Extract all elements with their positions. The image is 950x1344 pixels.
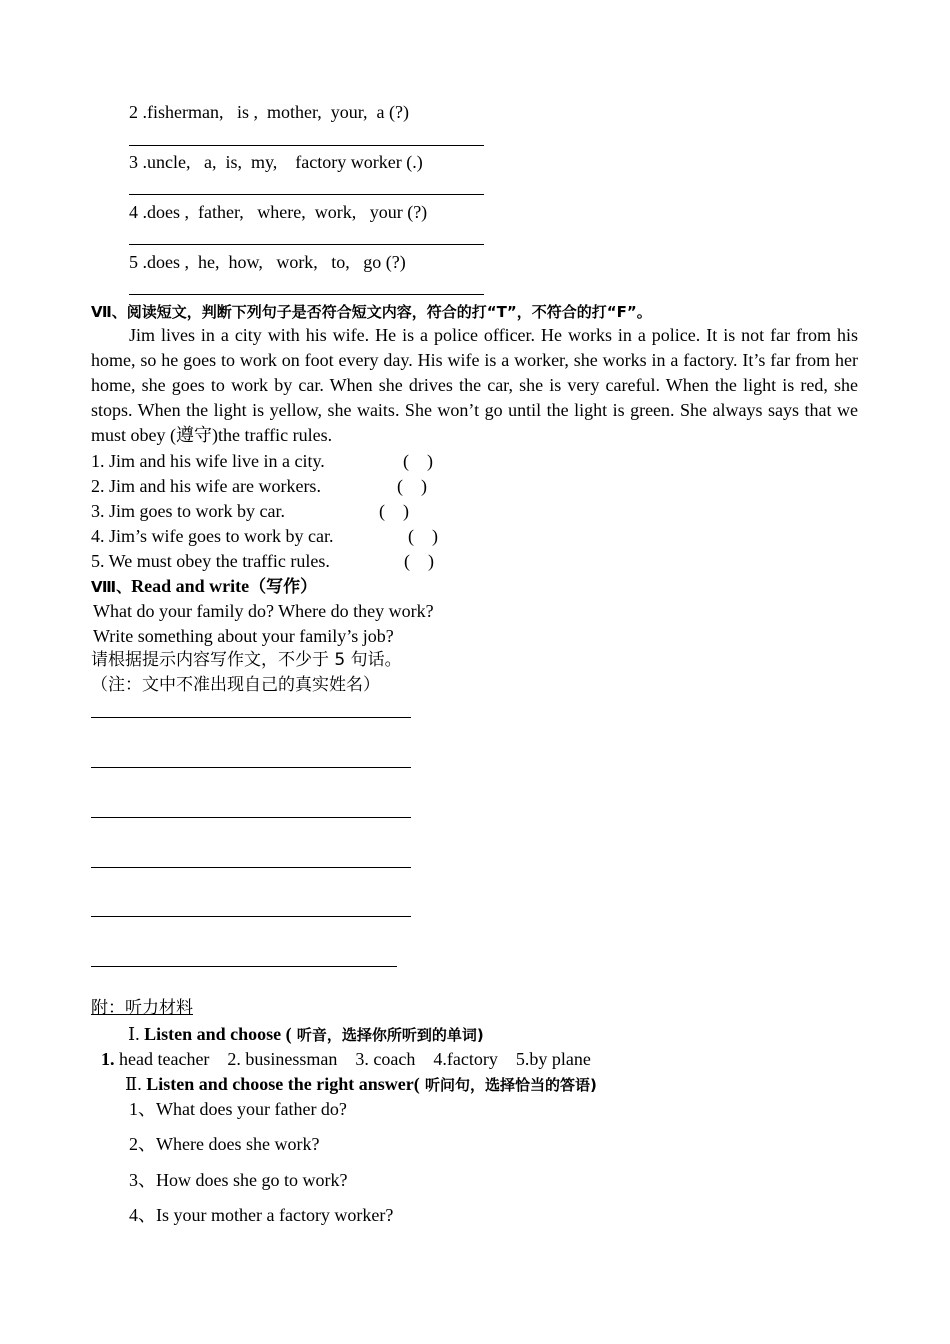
listening-question-1: 1、What does your father do? — [129, 1099, 347, 1119]
tf-answer-blank-3[interactable]: ( ) — [379, 501, 409, 521]
writing-note: （注：文中不准出现自己的真实姓名） — [91, 675, 380, 695]
part1-word-list: head teacher 2. businessman 3. coach 4.factory 5.by plane — [114, 1049, 591, 1069]
ordering-item-2: 2 .fisherman, is , mother, your, a (?) — [129, 102, 409, 122]
tf-answer-blank-4[interactable]: ( ) — [408, 526, 438, 546]
writing-prompt-1: What do your family do? Where do they work? — [93, 601, 434, 621]
tf-question-4: 4. Jim’s wife goes to work by car. — [91, 526, 334, 546]
answer-line — [129, 194, 484, 195]
section8-title-cn: （写作） — [249, 577, 318, 597]
section8-title: Read and write — [131, 576, 250, 596]
ordering-item-5: 5 .does , he, how, work, to, go (?) — [129, 252, 406, 272]
listening-part1-words — [101, 1049, 591, 1069]
writing-instruction: 请根据提示内容写作文，不少于 5 句话。 — [91, 650, 402, 670]
reading-passage: Jim lives in a city with his wife. He is a police officer. He works in a police. It is not far from his home, so he goes to work on foot every day. His wife is a worker, she works in a factory. It’s far from her home, she goes to work by car. When she drives the car, she is very careful. When the light is red, she stops. When the light is yellow, she waits. She won’t go until the light is green. She always says that we must obey (遵守)the traffic rules. — [91, 325, 858, 445]
listening-question-2: 2、Where does she work? — [129, 1134, 320, 1154]
listening-part2-heading — [125, 1074, 597, 1095]
part1-numeral: Ⅰ. — [128, 1024, 145, 1044]
writing-line — [91, 867, 411, 868]
part2-title-cn: 听问句，选择恰当的答语) — [419, 1076, 597, 1094]
tf-question-3: 3. Jim goes to work by car. — [91, 501, 285, 521]
writing-line — [91, 966, 397, 967]
listening-question-3: 3、How does she go to work? — [129, 1170, 348, 1190]
part1-title-cn: 听音，选择你所听到的单词) — [291, 1026, 484, 1044]
writing-line — [91, 717, 411, 718]
writing-line — [91, 817, 411, 818]
answer-line — [129, 145, 484, 146]
writing-prompt-2: Write something about your family’s job? — [93, 626, 394, 646]
tf-answer-blank-2[interactable]: ( ) — [397, 476, 427, 496]
section7-heading: Ⅶ、阅读短文，判断下列句子是否符合短文内容，符合的打“T”，不符合的打“F”。 — [91, 303, 652, 321]
ordering-item-4: 4 .does , father, where, work, your (?) — [129, 202, 428, 222]
writing-line — [91, 767, 411, 768]
tf-question-5: 5. We must obey the traffic rules. — [91, 551, 330, 571]
answer-line — [129, 294, 484, 295]
tf-question-2: 2. Jim and his wife are workers. — [91, 476, 321, 496]
tf-answer-blank-1[interactable]: ( ) — [403, 451, 433, 471]
part2-numeral: Ⅱ. — [125, 1074, 147, 1094]
listening-part1-heading — [128, 1024, 484, 1045]
tf-answer-blank-5[interactable]: ( ) — [404, 551, 434, 571]
ordering-item-3: 3 .uncle, a, is, my, factory worker (.) — [129, 152, 423, 172]
answer-line — [129, 244, 484, 245]
section8-heading — [91, 576, 317, 597]
writing-line — [91, 916, 411, 917]
appendix-title: 附：听力材料 — [91, 998, 193, 1018]
section8-numeral: Ⅷ、 — [91, 578, 132, 596]
part1-number: 1. — [101, 1049, 115, 1069]
part2-title: Listen and choose the right answer( — [146, 1074, 420, 1094]
tf-question-1: 1. Jim and his wife live in a city. — [91, 451, 325, 471]
part1-title: Listen and choose ( — [144, 1024, 292, 1044]
listening-question-4: 4、Is your mother a factory worker? — [129, 1205, 394, 1225]
